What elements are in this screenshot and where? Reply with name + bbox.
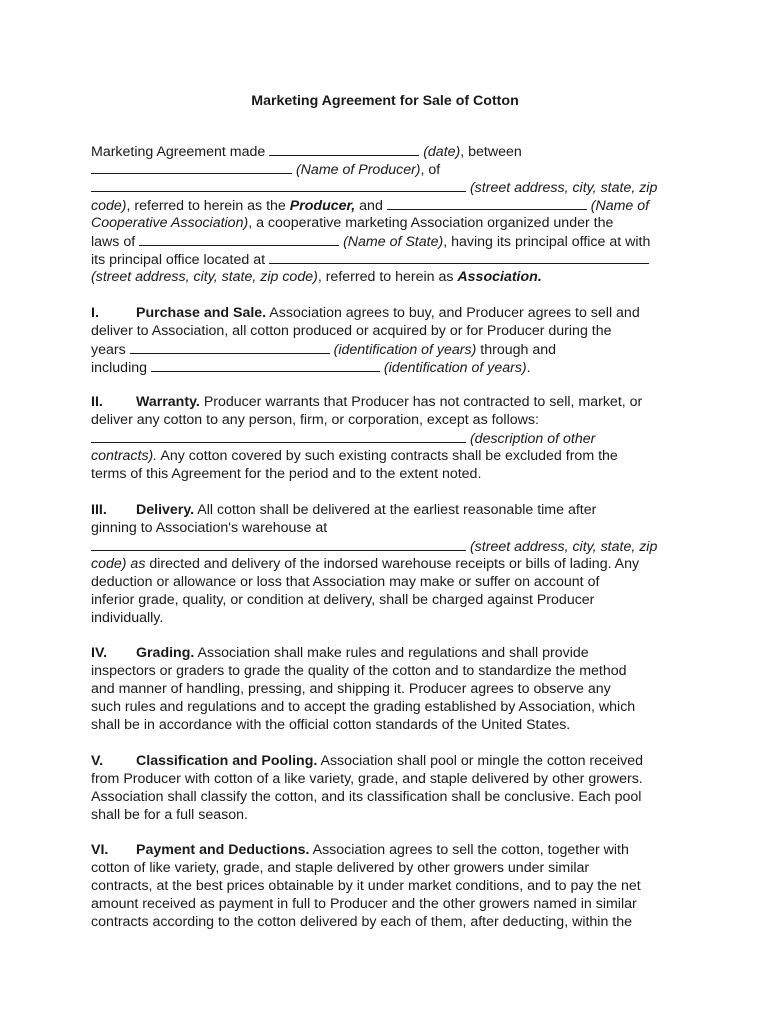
intro-line-5: Cooperative Association), a cooperative marketing Association organized under the bbox=[91, 215, 614, 231]
intro-line-7: its principal office located at bbox=[91, 250, 687, 268]
warehouse-address-blank[interactable] bbox=[91, 537, 466, 551]
section-number: IV. bbox=[91, 645, 108, 661]
principal-office-blank[interactable] bbox=[269, 250, 649, 264]
intro-paragraph bbox=[91, 142, 687, 286]
document-body bbox=[91, 142, 687, 931]
section-heading: Payment and Deductions. bbox=[136, 842, 310, 858]
section-number: I. bbox=[91, 304, 99, 321]
section-number: VI. bbox=[91, 842, 109, 858]
coop-name-blank[interactable] bbox=[387, 196, 587, 210]
section-grading: IV. Grading. Association shall make rules and regulations and shall provide inspectors or graders to grade the quality of the cotton and to standardize the method and manner of handling, pressing, and shipping it. Producer agrees to observe any such rules and regulations and to accept the grading established by Association, which shall be in accordance with the official cotton standards of the United States. bbox=[91, 645, 636, 733]
section-payment-and-deductions: VI. Payment and Deductions. Association agrees to sell the cotton, together with cotton of like variety, grade, and staple delivered by other growers under similar contracts, at the best prices obtainable by it under market conditions, and to pay the net amount received as payment in full to Producer and the other growers named in similar contracts according to the cotton delivered by each of them, after deducting, within the bbox=[91, 842, 641, 930]
intro-line-4: code), referred to herein as the Producer, and (Name of bbox=[91, 198, 650, 214]
producer-name-blank[interactable] bbox=[91, 160, 292, 174]
section-heading: Delivery. bbox=[136, 501, 195, 518]
section-number: III. bbox=[91, 501, 107, 518]
intro-line-1: Marketing Agreement made (date), between bbox=[91, 144, 522, 160]
section-delivery: III. Delivery. All cotton shall be delivered at the earliest reasonable time after ginning to Association's warehouse at (street address, city, state, zip code) as directed and delivery of the indorsed warehouse receipts or bills of lading. Any deduction or allowance or loss that Association may make or suffer on account of inferior grade, quality, or condition at delivery, shall be charged against Producer individually. bbox=[91, 501, 658, 626]
section-heading: Grading. bbox=[136, 645, 195, 661]
document-title: Marketing Agreement for Sale of Cotton bbox=[251, 93, 519, 109]
intro-line-8: (street address, city, state, zip code), referred to herein as Association. bbox=[91, 269, 542, 285]
section-heading: Purchase and Sale. bbox=[136, 304, 267, 321]
section-number: II. bbox=[91, 394, 103, 410]
section-purchase-and-sale: I. Purchase and Sale. Association agrees to buy, and Producer agrees to sell and deliver to Association, all cotton produced or acquired by or for Producer during the years (identification of years) through and including (identification of years). bbox=[91, 304, 640, 376]
section-heading: Classification and Pooling. bbox=[136, 752, 318, 769]
intro-line-3: (street address, city, state, zip bbox=[91, 178, 687, 196]
producer-address-blank[interactable] bbox=[91, 178, 466, 192]
section-number: V. bbox=[91, 752, 104, 769]
intro-line-2: (Name of Producer), of bbox=[91, 160, 687, 178]
date-blank[interactable] bbox=[269, 142, 419, 156]
section-heading: Warranty. bbox=[136, 394, 200, 410]
years-from-blank[interactable] bbox=[130, 340, 330, 354]
section-warranty: II. Warranty. Producer warrants that Producer has not contracted to sell, market, or deliver any cotton to any person, firm, or corporation, except as follows: (description of other contracts). Any cotton covered by such existing contracts shall be excluded from the terms of this Agreement for the period and to the extent noted. bbox=[91, 394, 643, 482]
intro-line-6: laws of (Name of State), having its principal office at with bbox=[91, 234, 651, 250]
section-classification-and-pooling: V. Classification and Pooling. Association shall pool or mingle the cotton received from Producer with cotton of a like variety, grade, and staple delivered by other growers. Association shall classify the cotton, and its classification shall be conclusive. Each pool shall be for a full season. bbox=[91, 752, 644, 823]
other-contracts-blank[interactable] bbox=[91, 429, 466, 443]
state-blank[interactable] bbox=[139, 232, 339, 246]
years-to-blank[interactable] bbox=[151, 358, 380, 372]
